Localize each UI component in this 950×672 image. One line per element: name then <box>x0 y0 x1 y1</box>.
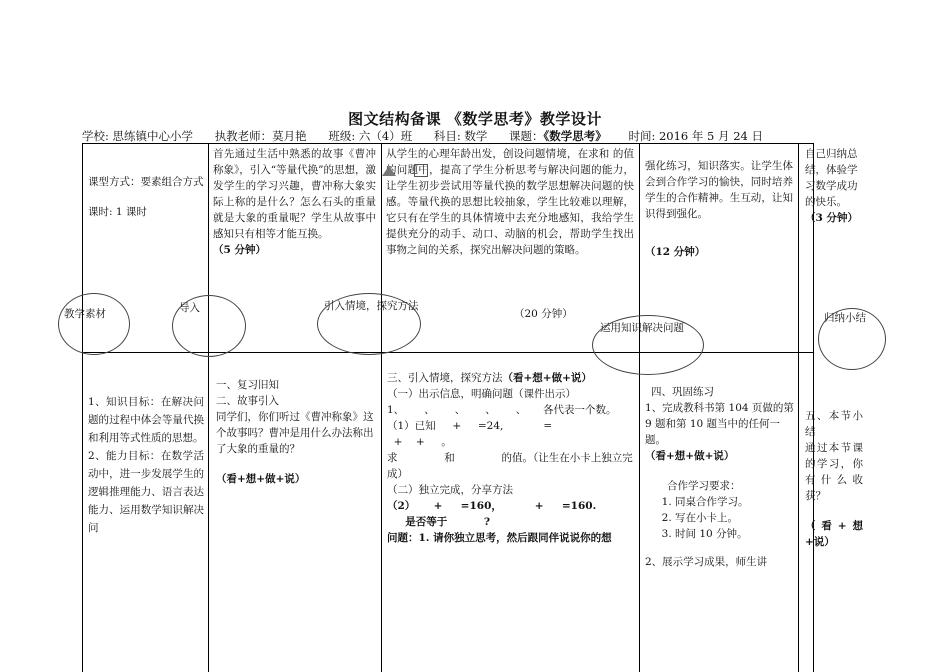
intro-label: 导入 <box>179 302 200 314</box>
school-name: 学校: 思练镇中心小学 <box>82 129 194 143</box>
topic: 课题：《数学思考》 <box>509 129 607 143</box>
explore-step-2: 1、 、 、 、 、 各代表一个数。 <box>387 404 617 416</box>
lesson-info <box>82 128 781 144</box>
teacher-name: 执教老师：莫月艳 <box>214 129 307 143</box>
summary-design-cell <box>805 146 861 226</box>
practice-design-text: 强化练习，知识落实。让学生体会到合作学习的愉快，同时培养学生的合作精神。生互动，让知识得到强化。 <box>645 160 793 220</box>
practice-showcase: 2、展示学习成果，师生讲 <box>645 556 768 568</box>
list-item: 3. 时间 10 分钟。 <box>675 526 795 542</box>
page-title: 图文结构备课 《数学思考》教学设计 <box>348 110 602 128</box>
class-name: 班级: 六（4）班 <box>328 129 413 143</box>
intro-design-text: 首先通过生活中熟悉的故事《曹冲称象》，引入“等量代换”的思想，激发学生的学习兴趣，曹冲称大象实际上称的是什么？怎么石头的重量就是大象的重量呢？学生从故事中感知只有相等才能互换。 <box>213 148 376 240</box>
lesson-hours: 课时: 1 课时 <box>88 206 147 218</box>
explore-step-1: （一）出示信息，明确问题（课件出示） <box>387 388 576 400</box>
practice-heading: 四、巩固练习 <box>651 386 714 398</box>
intro-steps-cell <box>216 377 376 487</box>
summary-design-text: 自己归纳总结，体验学习数学成功的快乐。 <box>805 148 858 208</box>
summary-time: （3 分钟） <box>805 212 858 224</box>
materials-label: 教学素材 <box>64 308 106 320</box>
explore-label: 引入情境，探究方法 <box>324 300 419 312</box>
review-step: 一、复习旧知 <box>216 379 279 391</box>
explore-step-5: 求 和 的值。（让生在小卡上独立完成） <box>387 452 633 480</box>
explore-step-3: （1）已知 + =24, = <box>387 420 553 432</box>
lesson-type-cell <box>88 174 204 220</box>
explore-design-cell <box>386 146 634 258</box>
materials-oval <box>58 293 130 355</box>
intro-time: （5 分钟） <box>213 244 266 256</box>
story-step: 二、故事引入 <box>216 395 279 407</box>
table-col-divider-2 <box>381 143 382 672</box>
intro-design-cell <box>213 146 376 258</box>
explore-time: （20 分钟） <box>514 308 573 320</box>
explore-step-8: 是否等于 ? <box>387 516 490 528</box>
table-left-border <box>82 143 83 672</box>
table-col-divider-3 <box>639 143 640 672</box>
practice-task: 1、完成教科书第 104 页做的第 9 题和第 10 题当中的任何一题。 <box>645 402 794 446</box>
list-item: 2. 写在小卡上。 <box>675 510 795 526</box>
cooperation-list <box>645 494 795 542</box>
list-item: 1. 同桌合作学习。 <box>675 494 795 510</box>
square-shape-icon <box>414 164 428 177</box>
table-top-border <box>82 143 813 144</box>
triangle-shape-icon <box>382 166 396 176</box>
summary-activity-tag: （看+想+说） <box>805 520 863 548</box>
explore-design-text: 从学生的心理年龄出发，创设问题情境，在求和 的值的问题中，提高了学生分析思考与解决问题的能力，让学生初步尝试用等量代换的数学思想解决问题的快感。等量代换的思想比较抽象，学生比较难以理解，它只有在学生的具体情境中去充分地感知，我给学生提供充分的动手、动口、动脑的机会，帮助学生找出事物之间的关系，探究出解决问题的策略。 <box>386 148 634 256</box>
explore-heading: 三、引入情境，探究方法（看+想+做+说） <box>387 372 592 384</box>
explore-step-7: （2） + =160， + =160. <box>387 500 597 512</box>
explore-steps-cell <box>387 370 637 546</box>
practice-activity-tag: （看+想+做+说） <box>645 450 735 462</box>
practice-design-cell <box>645 158 793 260</box>
summary-question: 通过本节课的学习，你有什么收获？ <box>805 442 863 502</box>
ability-goal: 2、能力目标：在数学活动中，进一步发展学生的逻辑推理能力、语言表达能力、运用数学知识解决问 <box>88 450 204 534</box>
table-col-divider-4 <box>798 143 799 672</box>
summary-heading: 五、本节小结 <box>805 410 863 438</box>
summary-steps-cell <box>805 408 863 550</box>
intro-activity-tag: （看+想+做+说） <box>216 473 306 485</box>
practice-steps-cell <box>645 384 795 570</box>
goals-cell <box>88 393 204 537</box>
lesson-type: 课型方式：要素组合方式 <box>88 176 204 188</box>
explore-step-4: + + 。 <box>387 436 452 448</box>
cooperation-requirements: 合作学习要求： <box>667 480 741 492</box>
table-col-divider-1 <box>208 143 209 672</box>
explore-step-6: （二）独立完成，分享方法 <box>387 484 513 496</box>
apply-label: 运用知识解决问题 <box>600 322 684 334</box>
summary-label: 归纳小结 <box>824 312 866 324</box>
knowledge-goal: 1、知识目标：在解决问题的过程中体会等量代换和利用等式性质的思想。 <box>88 396 204 444</box>
story-question: 同学们，你们听过《曹冲称象》这个故事吗？曹冲是用什么办法称出了大象的重量的？ <box>216 411 374 455</box>
explore-question: 问题：1. 请你独立思考，然后跟同伴说说你的想 <box>387 532 612 544</box>
lesson-date: 时间: 2016 年 5 月 24 日 <box>628 129 763 143</box>
subject-name: 科目: 数学 <box>433 129 488 143</box>
practice-time: （12 分钟） <box>645 246 706 258</box>
